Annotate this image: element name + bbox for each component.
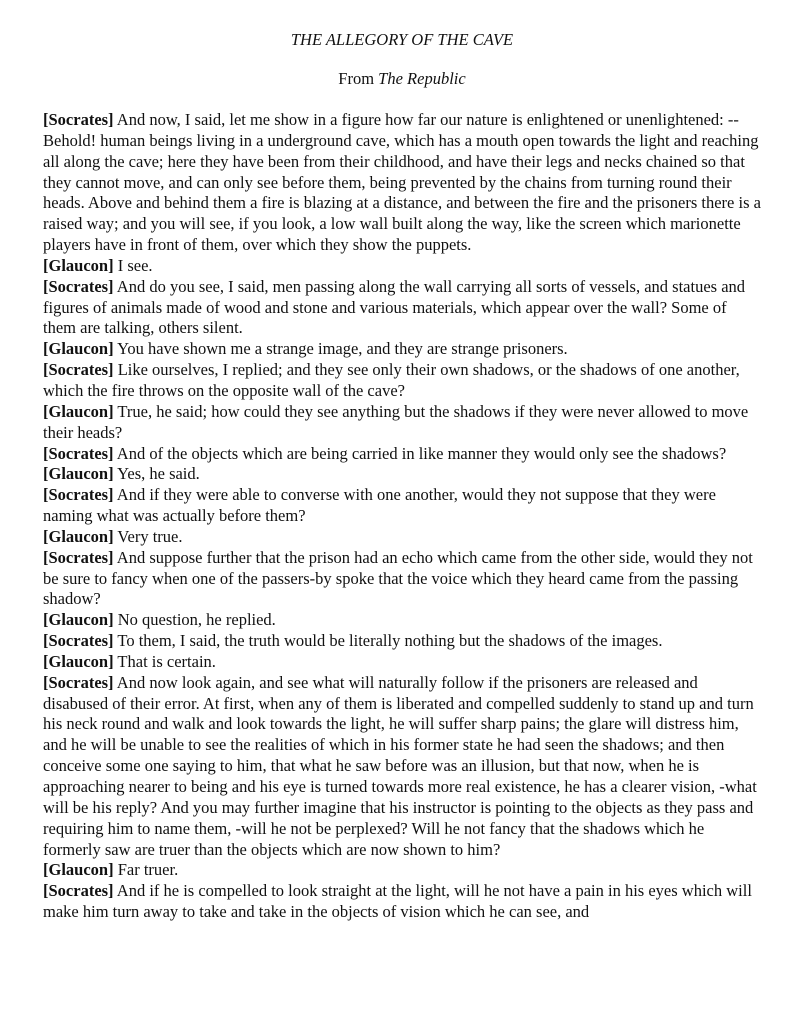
speech-text: Very true. — [113, 526, 183, 546]
speaker-name: [Socrates] — [43, 110, 114, 129]
dialogue-turn — [43, 610, 761, 631]
speaker-name: [Socrates] — [43, 443, 114, 463]
speaker-name: [Socrates] — [43, 485, 114, 505]
dialogue-turn — [43, 110, 761, 256]
speaker-name: [Glaucon] — [43, 651, 114, 671]
speech-text: Like ourselves, I replied; and they see only their own shadows, or the shadows of one another, which the fire throws on the opposite wall of the cave? — [43, 360, 740, 400]
dialogue-turn — [43, 860, 761, 881]
speaker-name: [Glaucon] — [43, 464, 114, 484]
speech-text: I see. — [113, 255, 153, 275]
speech-text: And suppose further that the prison had an echo which came from the other side, would they not be sure to fancy when one of the passers-by spoke that the voice which they heard came from the passing shadow? — [43, 547, 753, 609]
speech-text: To them, I said, the truth would be literally nothing but the shadows of the images. — [113, 631, 663, 651]
speech-text: And if they were able to converse with one another, would they not suppose that they were naming what was actually before them? — [43, 485, 716, 526]
dialogue-turn — [43, 652, 761, 673]
speech-text: And now look again, and see what will naturally follow if the prisoners are released and disabused of their error. At first, when any of them is liberated and compelled suddenly to stand up and turn his neck round and walk and look towards the light, he will suffer sharp pains; the glare will distress him, and he will be unable to see the realities of which in his former state he had seen the shadows; and then conceive some one saying to him, that what he saw before was an illusion, but that now, when he is approaching nearer to being and his eye is turned towards more real existence, he has a clearer vision, -what will be his reply? And you may further imagine that his instructor is pointing to the objects as they pass and requiring him to name them, -will he not be perplexed? Will he not fancy that the shadows which he formerly saw are truer than the objects which are now shown to him? — [43, 672, 757, 859]
speech-text: That is certain. — [113, 651, 216, 671]
speaker-name: [Socrates] — [43, 276, 114, 296]
document-title: THE ALLEGORY OF THE CAVE — [290, 30, 514, 49]
speech-text: No question, he replied. — [113, 610, 276, 630]
speech-text: Far truer. — [113, 860, 179, 880]
dialogue-turn — [43, 444, 761, 465]
speech-text: Yes, he said. — [113, 464, 200, 484]
dialogue-turn — [43, 256, 761, 277]
dialogue-turn — [43, 360, 761, 402]
speech-text: And if he is compelled to look straight at the light, will he not have a pain in his eyes which will make him turn away to take and take in the objects of vision which he can see, and — [43, 881, 752, 922]
speaker-name: [Glaucon] — [43, 526, 114, 546]
speaker-name: [Glaucon] — [43, 610, 114, 630]
speaker-name: [Glaucon] — [43, 401, 114, 421]
speaker-name: [Socrates] — [43, 360, 114, 380]
speaker-name: [Socrates] — [43, 547, 114, 567]
dialogue-turn — [43, 402, 761, 444]
speaker-name: [Socrates] — [43, 672, 114, 692]
dialogue-turn — [43, 527, 761, 548]
speech-text: True, he said; how could they see anything but the shadows if they were never allowed to move their heads? — [43, 401, 749, 442]
speech-text: And now, I said, let me show in a figure how far our nature is enlightened or unenlightened: --Behold! human beings living in a underground cave, which has a mouth open towards the light and reaching all along the cave; here they have been from their childhood, and have their legs and necks chained so that they cannot move, and can only see before them, being prevented by the chains from turning round their heads. Above and behind them a fire is blazing at a distance, and between the fire and the prisoners there is a raised way; and you will see, if you look, a low wall built along the way, like the screen which marionette players have in front of them, over which they show the puppets. — [43, 110, 761, 255]
subtitle-work: The Republic — [378, 69, 466, 88]
dialogue-turn — [43, 548, 761, 611]
dialogue-turn — [43, 485, 761, 527]
speaker-name: [Glaucon] — [43, 860, 114, 880]
speech-text: You have shown me a strange image, and they are strange prisoners. — [113, 339, 568, 359]
document-subtitle — [43, 69, 761, 89]
dialogue-turn — [43, 339, 761, 360]
speaker-name: [Socrates] — [43, 631, 114, 651]
speech-text: And of the objects which are being carried in like manner they would only see the shadows? — [113, 443, 727, 463]
dialogue-body — [43, 110, 761, 923]
speaker-name: [Socrates] — [43, 881, 114, 901]
dialogue-turn — [43, 464, 761, 485]
speaker-name: [Glaucon] — [43, 255, 114, 275]
dialogue-turn — [43, 277, 761, 340]
dialogue-turn — [43, 673, 761, 861]
subtitle-prefix: From — [338, 69, 379, 88]
dialogue-turn — [43, 881, 761, 923]
speaker-name: [Glaucon] — [43, 339, 114, 359]
dialogue-turn — [43, 631, 761, 652]
speech-text: And do you see, I said, men passing along the wall carrying all sorts of vessels, and statues and figures of animals made of wood and stone and various materials, which appear over the wall? Some of them are talking, others silent. — [43, 276, 746, 338]
